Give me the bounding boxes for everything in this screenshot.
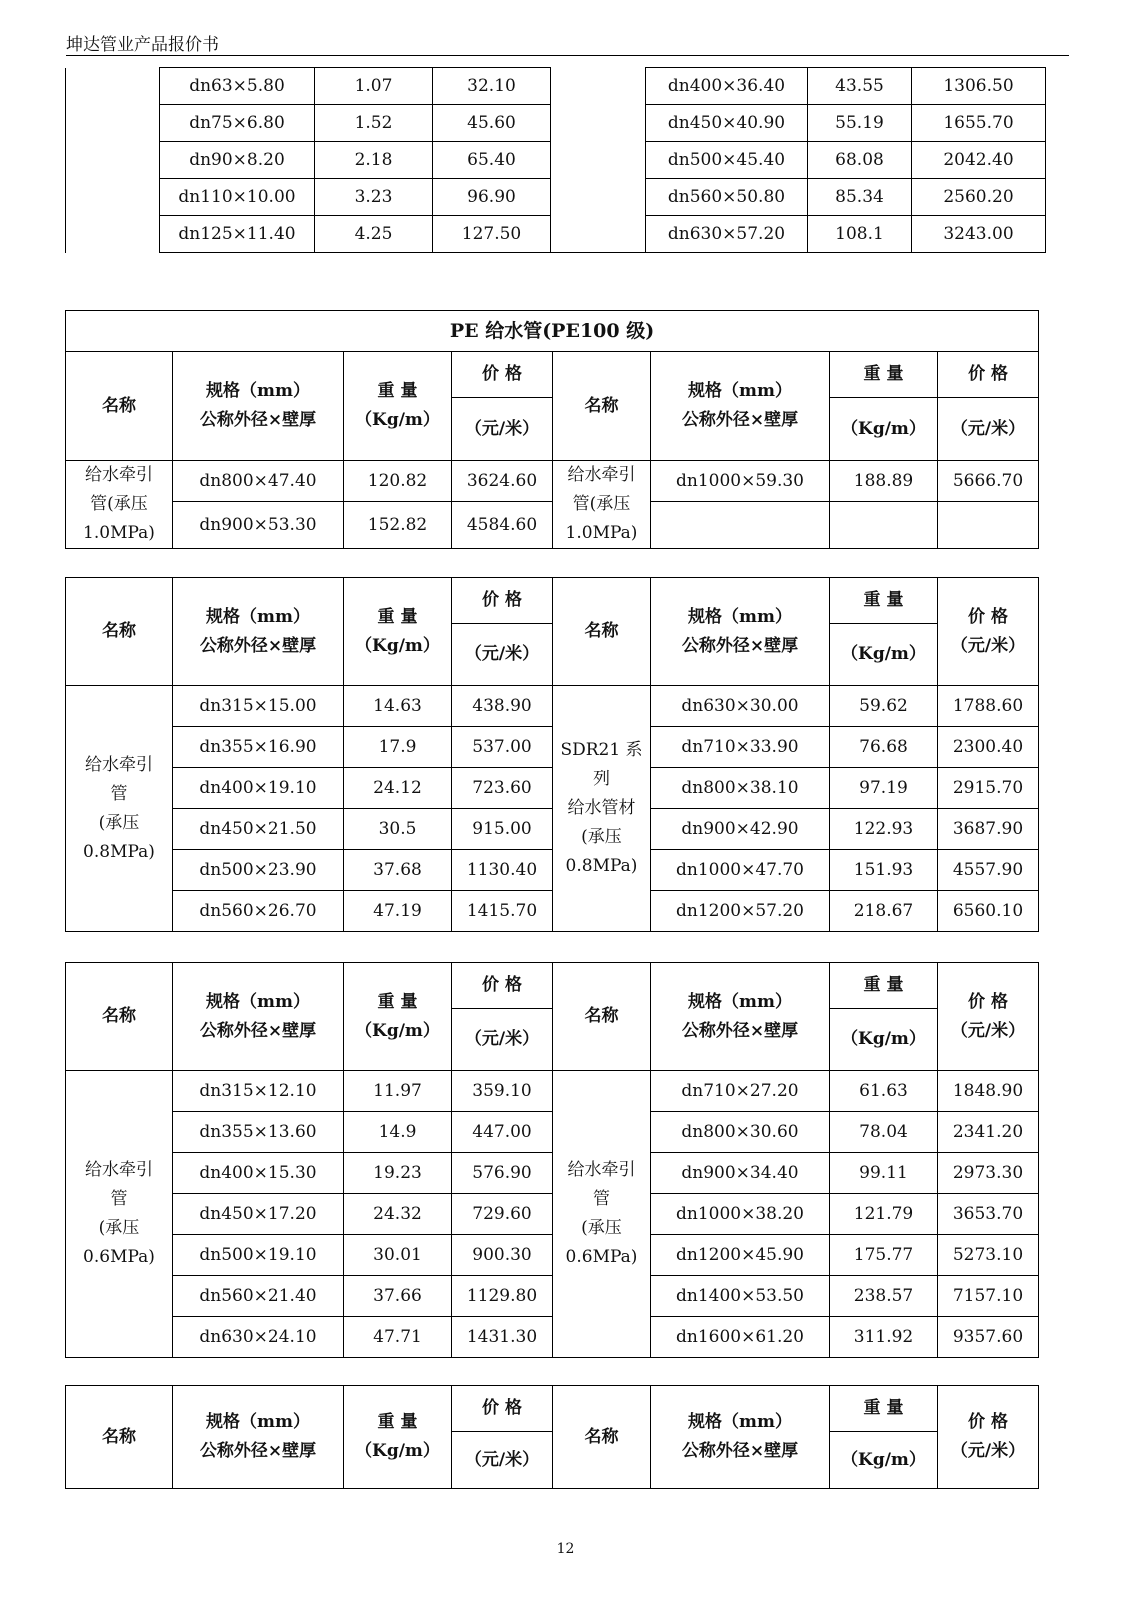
table-row [66, 850, 1039, 891]
header-price-unit: （元/米） [452, 624, 553, 686]
header-weight: 重 量 [830, 1386, 938, 1432]
price-cell: 537.00 [452, 727, 553, 768]
table-row [66, 1317, 1039, 1358]
header-name: 名称 [553, 578, 651, 686]
spec-cell: dn710×33.90 [651, 727, 830, 768]
header-weight-line2: （Kg/m） [355, 635, 440, 656]
price-cell: 127.50 [433, 216, 551, 253]
price-cell: 3653.70 [938, 1194, 1039, 1235]
header-name: 名称 [553, 1386, 651, 1489]
price-cell: 2973.30 [938, 1153, 1039, 1194]
spec-cell: dn63×5.80 [160, 68, 315, 105]
weight-cell: 85.34 [808, 179, 912, 216]
group-name-line: 管 [593, 1189, 610, 1209]
spec-cell: dn900×53.30 [173, 502, 344, 549]
price-cell: 915.00 [452, 809, 553, 850]
weight-cell: 37.66 [344, 1276, 452, 1317]
price-cell: 65.40 [433, 142, 551, 179]
header-spec-line1: 规格（mm） [206, 1412, 310, 1432]
spec-cell: dn90×8.20 [160, 142, 315, 179]
group-name-line: (承压 [98, 1218, 140, 1238]
weight-cell: 122.93 [830, 809, 938, 850]
weight-cell: 17.9 [344, 727, 452, 768]
header-spec [173, 578, 344, 686]
price-cell: 447.00 [452, 1112, 553, 1153]
header-weight-unit: （Kg/m） [830, 398, 938, 461]
header-spec [173, 352, 344, 461]
header-price: 价 格 [938, 352, 1039, 398]
group-name-line: 管 [110, 1189, 128, 1209]
price-cell: 5273.10 [938, 1235, 1039, 1276]
group-name-line: (承压 [581, 827, 622, 847]
group-name-line: SDR21 系 [560, 740, 643, 760]
group-name-line: 0.8MPa) [83, 841, 155, 862]
spec-cell: dn1000×47.70 [651, 850, 830, 891]
header-weight-line1: 重 量 [377, 991, 418, 1012]
weight-cell: 43.55 [808, 68, 912, 105]
price-cell: 7157.10 [938, 1276, 1039, 1317]
header-name: 名称 [66, 352, 173, 461]
empty-cell [830, 502, 938, 549]
spec-cell: dn450×40.90 [646, 105, 808, 142]
price-cell: 9357.60 [938, 1317, 1039, 1358]
spec-cell: dn630×30.00 [651, 686, 830, 727]
price-cell: 729.60 [452, 1194, 553, 1235]
weight-cell: 97.19 [830, 768, 938, 809]
header-spec [651, 963, 830, 1071]
spec-cell: dn75×6.80 [160, 105, 315, 142]
spec-cell: dn450×21.50 [173, 809, 344, 850]
header-price: 价 格 [452, 352, 553, 398]
price-cell: 1415.70 [452, 891, 553, 932]
header-weight-unit: （Kg/m） [830, 624, 938, 686]
weight-cell: 3.23 [315, 179, 433, 216]
spec-cell: dn315×15.00 [173, 686, 344, 727]
price-cell: 45.60 [433, 105, 551, 142]
group-name-line: 0.8MPa) [565, 856, 638, 876]
header-weight: 重 量 [830, 352, 938, 398]
header-spec [651, 578, 830, 686]
spec-cell: dn1000×38.20 [651, 1194, 830, 1235]
spec-cell: dn355×13.60 [173, 1112, 344, 1153]
spec-cell: dn560×21.40 [173, 1276, 344, 1317]
spec-cell: dn560×26.70 [173, 891, 344, 932]
price-cell: 1788.60 [938, 686, 1039, 727]
header-weight-line2: （Kg/m） [355, 1441, 440, 1461]
weight-cell: 188.89 [830, 461, 938, 502]
header-price: 价 格 [452, 963, 553, 1009]
spec-cell: dn560×50.80 [646, 179, 808, 216]
header-spec-line1: 规格（mm） [206, 606, 310, 627]
price-cell: 32.10 [433, 68, 551, 105]
page-number: 12 [556, 1541, 575, 1557]
header-weight: 重 量 [830, 578, 938, 624]
spec-cell: dn800×38.10 [651, 768, 830, 809]
header-weight-line1: 重 量 [377, 381, 418, 401]
spec-cell: dn1200×45.90 [651, 1235, 830, 1276]
header-weight [344, 963, 452, 1071]
empty-cell [66, 68, 160, 253]
spec-cell: dn1000×59.30 [651, 461, 830, 502]
header-spec [651, 352, 830, 461]
weight-cell: 218.67 [830, 891, 938, 932]
price-cell: 4584.60 [452, 502, 553, 549]
table-continued [65, 67, 1046, 253]
table-row [66, 1071, 1039, 1112]
spec-cell: dn400×15.30 [173, 1153, 344, 1194]
price-cell: 1848.90 [938, 1071, 1039, 1112]
header-price-line1: 价 格 [968, 1412, 1008, 1432]
price-cell: 5666.70 [938, 461, 1039, 502]
price-cell: 6560.10 [938, 891, 1039, 932]
weight-cell: 11.97 [344, 1071, 452, 1112]
group-name-line: 列 [593, 769, 610, 789]
header-price [938, 1386, 1039, 1489]
spec-cell: dn1400×53.50 [651, 1276, 830, 1317]
spec-cell: dn900×42.90 [651, 809, 830, 850]
header-weight [344, 352, 452, 461]
table-title: PE 给水管(PE100 级) [66, 311, 1039, 352]
header-spec-line1: 规格（mm） [688, 381, 792, 401]
header-spec-line2: 公称外径×壁厚 [681, 635, 799, 656]
header-price-unit: （元/米） [452, 1432, 553, 1489]
price-cell: 900.30 [452, 1235, 553, 1276]
price-cell: 2300.40 [938, 727, 1039, 768]
weight-cell: 19.23 [344, 1153, 452, 1194]
group-name-cell [553, 686, 651, 932]
group-name-line: 给水牵引 [85, 465, 153, 485]
weight-cell: 78.04 [830, 1112, 938, 1153]
table-row [66, 891, 1039, 932]
spec-cell: dn400×19.10 [173, 768, 344, 809]
table-row [66, 1153, 1039, 1194]
weight-cell: 121.79 [830, 1194, 938, 1235]
group-name-line: 管(承压 [90, 494, 148, 514]
group-name-line: 给水牵引 [567, 465, 636, 485]
group-name-line: 0.6MPa) [565, 1247, 638, 1267]
spec-cell: dn500×45.40 [646, 142, 808, 179]
price-cell: 3624.60 [452, 461, 553, 502]
group-name-cell [66, 1071, 173, 1358]
header-spec-line2: 公称外径×壁厚 [199, 410, 317, 430]
price-cell: 2341.20 [938, 1112, 1039, 1153]
group-name-line: 1.0MPa) [565, 523, 638, 543]
price-cell: 1129.80 [452, 1276, 553, 1317]
weight-cell: 311.92 [830, 1317, 938, 1358]
table-row [66, 461, 1039, 502]
spec-cell: dn110×10.00 [160, 179, 315, 216]
header-price-line2: （元/米） [950, 635, 1026, 656]
header-spec [651, 1386, 830, 1489]
header-spec [173, 1386, 344, 1489]
weight-cell: 24.32 [344, 1194, 452, 1235]
group-name-line: 管 [110, 783, 128, 804]
spec-cell: dn500×23.90 [173, 850, 344, 891]
header-price [938, 963, 1039, 1071]
group-name-line: 1.0MPa) [83, 523, 155, 543]
table-row [66, 768, 1039, 809]
group-name-line: (承压 [581, 1218, 622, 1238]
header-name: 名称 [66, 1386, 173, 1489]
table-0-8mpa [65, 577, 1039, 932]
spec-cell: dn355×16.90 [173, 727, 344, 768]
table-row [66, 1112, 1039, 1153]
header-rule [66, 55, 1069, 56]
spec-cell: dn630×57.20 [646, 216, 808, 253]
header-weight-unit: （Kg/m） [830, 1009, 938, 1071]
header-price-unit: （元/米） [452, 398, 553, 461]
header-spec-line1: 规格（mm） [688, 991, 792, 1012]
group-name-line: 给水牵引 [85, 754, 153, 775]
weight-cell: 1.52 [315, 105, 433, 142]
weight-cell: 175.77 [830, 1235, 938, 1276]
header-weight-line1: 重 量 [377, 1412, 418, 1432]
weight-cell: 14.63 [344, 686, 452, 727]
header-weight-line2: （Kg/m） [355, 410, 440, 430]
page-header: 坤达管业产品报价书 [66, 35, 219, 55]
weight-cell: 151.93 [830, 850, 938, 891]
table-row [66, 502, 1039, 549]
table-row [66, 686, 1039, 727]
spec-cell: dn1600×61.20 [651, 1317, 830, 1358]
weight-cell: 47.71 [344, 1317, 452, 1358]
table-next [65, 1385, 1039, 1489]
gap-cell [551, 68, 646, 253]
group-name-line: 给水管材 [567, 798, 636, 818]
price-cell: 359.10 [452, 1071, 553, 1112]
weight-cell: 55.19 [808, 105, 912, 142]
price-cell: 3243.00 [912, 216, 1046, 253]
weight-cell: 2.18 [315, 142, 433, 179]
weight-cell: 108.1 [808, 216, 912, 253]
weight-cell: 76.68 [830, 727, 938, 768]
weight-cell: 99.11 [830, 1153, 938, 1194]
header-spec-line1: 规格（mm） [206, 381, 310, 401]
empty-cell [938, 502, 1039, 549]
header-name: 名称 [553, 352, 651, 461]
header-spec-line2: 公称外径×壁厚 [199, 635, 317, 656]
header-price-unit: （元/米） [938, 398, 1039, 461]
group-name-line: (承压 [98, 812, 140, 833]
header-weight-line1: 重 量 [377, 606, 418, 627]
price-cell: 96.90 [433, 179, 551, 216]
header-weight-unit: （Kg/m） [830, 1432, 938, 1489]
table-row [66, 1276, 1039, 1317]
spec-cell: dn315×12.10 [173, 1071, 344, 1112]
header-name: 名称 [553, 963, 651, 1071]
weight-cell: 120.82 [344, 461, 452, 502]
spec-cell: dn630×24.10 [173, 1317, 344, 1358]
header-price-line2: （元/米） [950, 1020, 1026, 1041]
price-cell: 2915.70 [938, 768, 1039, 809]
group-name-cell [553, 1071, 651, 1358]
header-spec-line2: 公称外径×壁厚 [681, 1441, 799, 1461]
header-weight-line2: （Kg/m） [355, 1020, 440, 1041]
table-row [66, 68, 1046, 105]
weight-cell: 68.08 [808, 142, 912, 179]
spec-cell: dn450×17.20 [173, 1194, 344, 1235]
header-spec-line2: 公称外径×壁厚 [199, 1020, 317, 1041]
header-price-line1: 价 格 [968, 606, 1008, 627]
table-row [66, 1194, 1039, 1235]
group-name-line: 给水牵引 [85, 1160, 153, 1180]
price-cell: 723.60 [452, 768, 553, 809]
group-name-line: 给水牵引 [567, 1160, 636, 1180]
header-spec-line1: 规格（mm） [688, 606, 792, 627]
header-name: 名称 [66, 963, 173, 1071]
header-spec-line2: 公称外径×壁厚 [681, 1020, 799, 1041]
header-spec [173, 963, 344, 1071]
weight-cell: 30.01 [344, 1235, 452, 1276]
price-cell: 2042.40 [912, 142, 1046, 179]
header-price: 价 格 [452, 578, 553, 624]
table-pe100-1mpa [65, 310, 1039, 549]
weight-cell: 4.25 [315, 216, 433, 253]
price-cell: 438.90 [452, 686, 553, 727]
price-cell: 1306.50 [912, 68, 1046, 105]
weight-cell: 152.82 [344, 502, 452, 549]
table-row [66, 727, 1039, 768]
price-cell: 3687.90 [938, 809, 1039, 850]
header-weight: 重 量 [830, 963, 938, 1009]
header-spec-line2: 公称外径×壁厚 [681, 410, 799, 430]
weight-cell: 14.9 [344, 1112, 452, 1153]
table-row [66, 809, 1039, 850]
price-cell: 2560.20 [912, 179, 1046, 216]
spec-cell: dn900×34.40 [651, 1153, 830, 1194]
weight-cell: 1.07 [315, 68, 433, 105]
weight-cell: 37.68 [344, 850, 452, 891]
group-name-line: 管(承压 [572, 494, 631, 514]
spec-cell: dn800×47.40 [173, 461, 344, 502]
header-name: 名称 [66, 578, 173, 686]
header-price: 价 格 [452, 1386, 553, 1432]
price-cell: 1431.30 [452, 1317, 553, 1358]
empty-cell [651, 502, 830, 549]
price-cell: 4557.90 [938, 850, 1039, 891]
header-price-unit: （元/米） [452, 1009, 553, 1071]
weight-cell: 59.62 [830, 686, 938, 727]
group-name-line: 0.6MPa) [83, 1247, 155, 1267]
group-name-cell [66, 461, 173, 549]
weight-cell: 24.12 [344, 768, 452, 809]
header-price [938, 578, 1039, 686]
header-price-line1: 价 格 [968, 991, 1008, 1012]
spec-cell: dn125×11.40 [160, 216, 315, 253]
header-spec-line1: 规格（mm） [688, 1412, 792, 1432]
weight-cell: 30.5 [344, 809, 452, 850]
spec-cell: dn710×27.20 [651, 1071, 830, 1112]
table-row [66, 1235, 1039, 1276]
header-weight [344, 578, 452, 686]
weight-cell: 61.63 [830, 1071, 938, 1112]
weight-cell: 47.19 [344, 891, 452, 932]
header-spec-line1: 规格（mm） [206, 991, 310, 1012]
table-0-6mpa [65, 962, 1039, 1358]
group-name-cell [66, 686, 173, 932]
price-cell: 1130.40 [452, 850, 553, 891]
header-weight [344, 1386, 452, 1489]
spec-cell: dn400×36.40 [646, 68, 808, 105]
weight-cell: 238.57 [830, 1276, 938, 1317]
spec-cell: dn500×19.10 [173, 1235, 344, 1276]
price-cell: 576.90 [452, 1153, 553, 1194]
group-name-cell [553, 461, 651, 549]
spec-cell: dn800×30.60 [651, 1112, 830, 1153]
spec-cell: dn1200×57.20 [651, 891, 830, 932]
price-cell: 1655.70 [912, 105, 1046, 142]
header-price-line2: （元/米） [950, 1441, 1026, 1461]
header-spec-line2: 公称外径×壁厚 [199, 1441, 317, 1461]
